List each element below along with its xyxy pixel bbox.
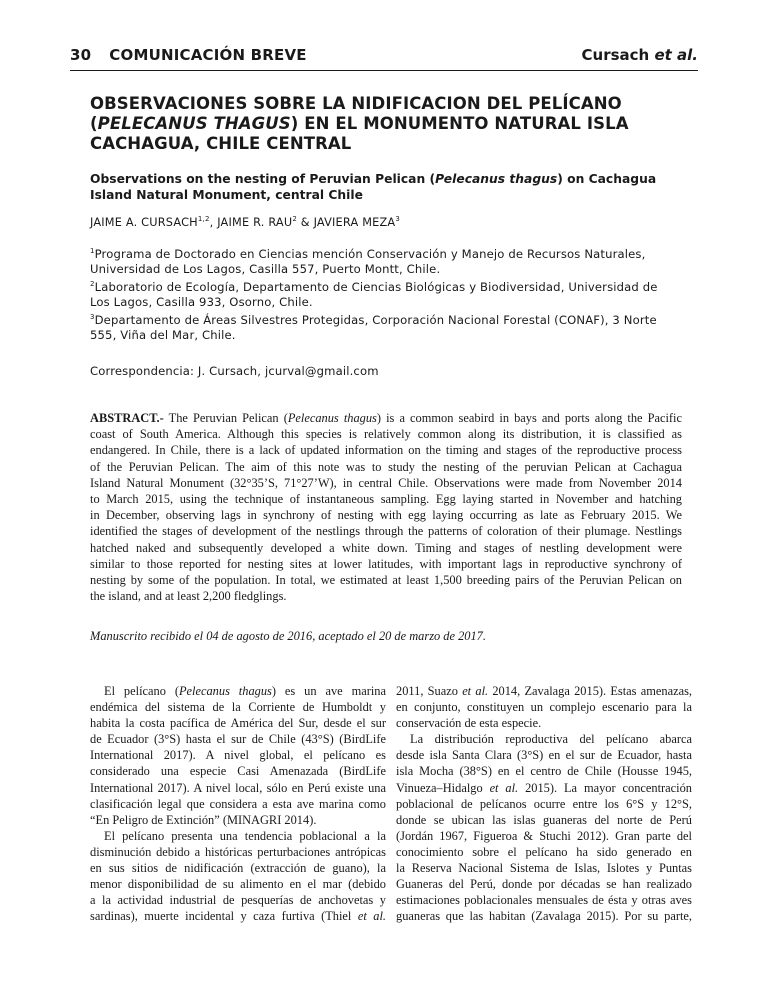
body-line: International 2017). A nivel local, sólo en Perú existe una [90,780,386,795]
body-line: disminución debido a históricas perturbaciones antrópicas [90,844,386,859]
subtitle-species: Pelecanus thagus [435,172,558,186]
body-text: Vinueza–Hidalgo [396,780,490,795]
body-line [90,683,386,699]
abstract-line: the island, and at least 2,200 fledglings. [90,589,287,604]
abstract-label: ABSTRACT.- [90,411,164,425]
affil-mark: 2 [90,279,95,288]
affiliation-line [90,244,700,262]
title-paren: ( [90,114,98,133]
running-author-etal: et al. [654,46,698,64]
body-line: guaneras que las habitan (Zavalaga 2015). Por su parte, [396,909,692,924]
affiliation-line: Los Lagos, Casilla 933, Osorno, Chile. [90,294,313,309]
abstract-line: Island Natural Monument (32°35’S, 71°27’W), in central Chile. Observations were made from November 2014 [90,475,682,490]
author-separator: & [296,215,314,229]
affiliation-line: 555, Viña del Mar, Chile. [90,327,236,342]
body-line: estimaciones poblacionales mensuales de ésta y otras aves [396,893,692,908]
body-line [90,908,386,924]
body-text: 2011, Suazo [396,684,463,698]
abstract-line: hatched naked and subsequently developed a white down. Timing and stages of nestling development were [90,540,682,555]
body-line: isla Mocha (38°S) en el centro de Chile (Housse 1945, [396,764,692,779]
title-species: PELECANUS THAGUS [97,114,291,133]
affil-mark: 1 [90,247,95,255]
author-list [90,215,400,229]
abstract-line: of the Peruvian Pelican. The aim of this note was to study the nesting of the peruvian Pelican at Cachagua [90,459,682,474]
abstract-line: identified the stages of development of the nestlings through the patterns of coloration of their plumage. Nestlings [90,524,682,539]
running-author-name: Cursach [581,46,650,64]
body-line: “En Peligro de Extinción” (MINAGRI 2014). [90,812,317,827]
author-separator: , [209,215,218,229]
body-line: Guaneras del Perú, donde por décadas se han realizado [396,877,692,892]
running-author [582,46,698,64]
affil-text: Departamento de Áreas Silvestres Protegidas, Corporación Nacional Forestal (CONAF), 3 Norte [94,312,657,327]
body-line: endémica del sistema de la Corriente de Humboldt y [90,700,386,715]
body-line: la Reserva Nacional Sistema de Islas, Islotes y Puntas [396,861,692,876]
body-text: 2015). La mayor concentración [518,780,692,795]
affiliation-line [90,277,700,295]
body-column-left [90,683,386,924]
body-line: International 2017). A nivel global, el pelícano es [90,748,386,763]
abstract-line: in December, observing lags in synchrony of nesting with egg laying occurring as late as February 2015. We [90,508,682,523]
body-line: (Jordán 1967, Figueroa & Stuchi 2012). Gran parte del [396,828,692,843]
abstract-text: The Peruvian Pelican ( [163,411,288,425]
body-line: clasificación legal que considera a esta ave marina como [90,796,386,811]
affiliation-line [90,310,700,328]
body-line: La distribución reproductiva del pelícano abarca [410,732,692,747]
section-label: COMUNICACIÓN BREVE [109,46,307,64]
body-text: 2014, Zavalaga 2015). Estas amenazas, [488,684,692,698]
author-name: JAIME A. CURSACH [90,215,198,229]
abstract-text: ) is a common seabird in bays and ports along the Pacific [376,411,682,425]
abstract-line: coast of South America. Although this species is relatively common along its distribution, it is classified as [90,427,682,442]
subtitle-text: ) on Cachagua [557,172,657,186]
abstract-line: to March 2015, using the technique of instantaneous sampling. Egg laying started in November and hatching [90,492,682,507]
body-line: considerado una especie Casi Amenazada (BirdLife [90,764,386,779]
author-affil-mark: 3 [395,215,401,223]
body-line: donde se ubican las islas guaneras del norte de Perú [396,812,692,827]
abstract-line [90,410,682,426]
subtitle-line [90,171,700,187]
title-line [90,114,690,134]
running-header [70,46,698,68]
abstract-species: Pelecanus thagus [287,411,377,425]
body-line: poblacional de pelícanos ocurre entre los 6°S y 12°S, [396,796,692,811]
body-text: ) es un ave marina [271,684,386,698]
body-line: en conjunto, constituyen un complejo escenario para la [396,700,692,715]
title-rest: ) EN EL MONUMENTO NATURAL ISLA [290,114,629,133]
correspondence: Correspondencia: J. Cursach, jcurval@gmail.com [90,364,379,378]
author-affil-mark: 2 [292,215,297,223]
body-text: sardinas), muerte incidental y caza furtiva (Thiel [90,909,358,924]
body-etal: et al. [489,780,519,795]
body-etal: et al. [462,684,489,698]
body-line [396,780,692,796]
subtitle-line: Island Natural Monument, central Chile [90,188,363,202]
abstract-line: endangered. In Chile, there is a lack of updated information on the timing and stages of the reproductive process [90,443,682,458]
abstract [90,410,682,604]
body-line: conservación de esta especie. [396,716,542,731]
body-line: habita la costa pacífica de América del Sur, desde el sur [90,716,386,731]
body-line: menor disponibilidad de su alimento en el mar (debido [90,877,386,892]
page-number: 30 [70,46,92,64]
body-line [396,683,692,699]
header-rule [70,70,698,71]
affiliations [90,244,700,343]
author-name: JAIME R. RAU [217,215,293,229]
affil-text: Laboratorio de Ecología, Departamento de Ciencias Biológicas y Biodiversidad, Universidad de [94,279,658,294]
manuscript-dates: Manuscrito recibido el 04 de agosto de 2016, aceptado el 20 de marzo de 2017. [90,629,486,643]
subtitle-text: Observations on the nesting of Peruvian Pelican ( [90,172,436,186]
author-affil-mark: 1,2 [197,215,210,223]
body-column-right [396,683,692,924]
affiliation-line: Universidad de Los Lagos, Casilla 557, Puerto Montt, Chile. [90,261,441,276]
body-line: conocimiento sobre el pelícano ha sido generado en [396,844,692,859]
title-line: OBSERVACIONES SOBRE LA NIDIFICACION DEL PELÍCANO [90,94,622,113]
body-line: a la actividad industrial de pesquerías de anchovetas y [90,893,386,908]
author-name: JAVIERA MEZA [313,215,396,229]
affil-mark: 3 [90,312,95,321]
body-etal: et al. [357,909,387,924]
body-text: El pelícano ( [104,684,179,698]
abstract-line: nesting by some of the population. In total, we estimated at least 1,500 breeding pairs of the Peruvian Pelican on [90,573,682,588]
affil-text: Programa de Doctorado en Ciencias mención Conservación y Manejo de Recursos Naturales, [94,246,646,261]
header-left [70,46,307,64]
abstract-line: similar to those reported for nesting sites at lower latitudes, with important lags in reproductive synchrony of [90,556,682,571]
article-title [90,94,690,154]
english-title [90,171,700,203]
body-line: El pelícano presenta una tendencia poblacional a la [104,828,386,843]
body-line: desde isla Santa Clara (3°S) en el sur de Ecuador, hasta [396,748,692,763]
body-line: de Ecuador (3°S) hasta el sur de Chile (43°S) (BirdLife [90,732,386,747]
body-line: en sus sitios de nidificación (extracción de guano), la [90,861,386,876]
body-species: Pelecanus thagus [178,684,272,698]
title-line: CACHAGUA, CHILE CENTRAL [90,134,352,153]
